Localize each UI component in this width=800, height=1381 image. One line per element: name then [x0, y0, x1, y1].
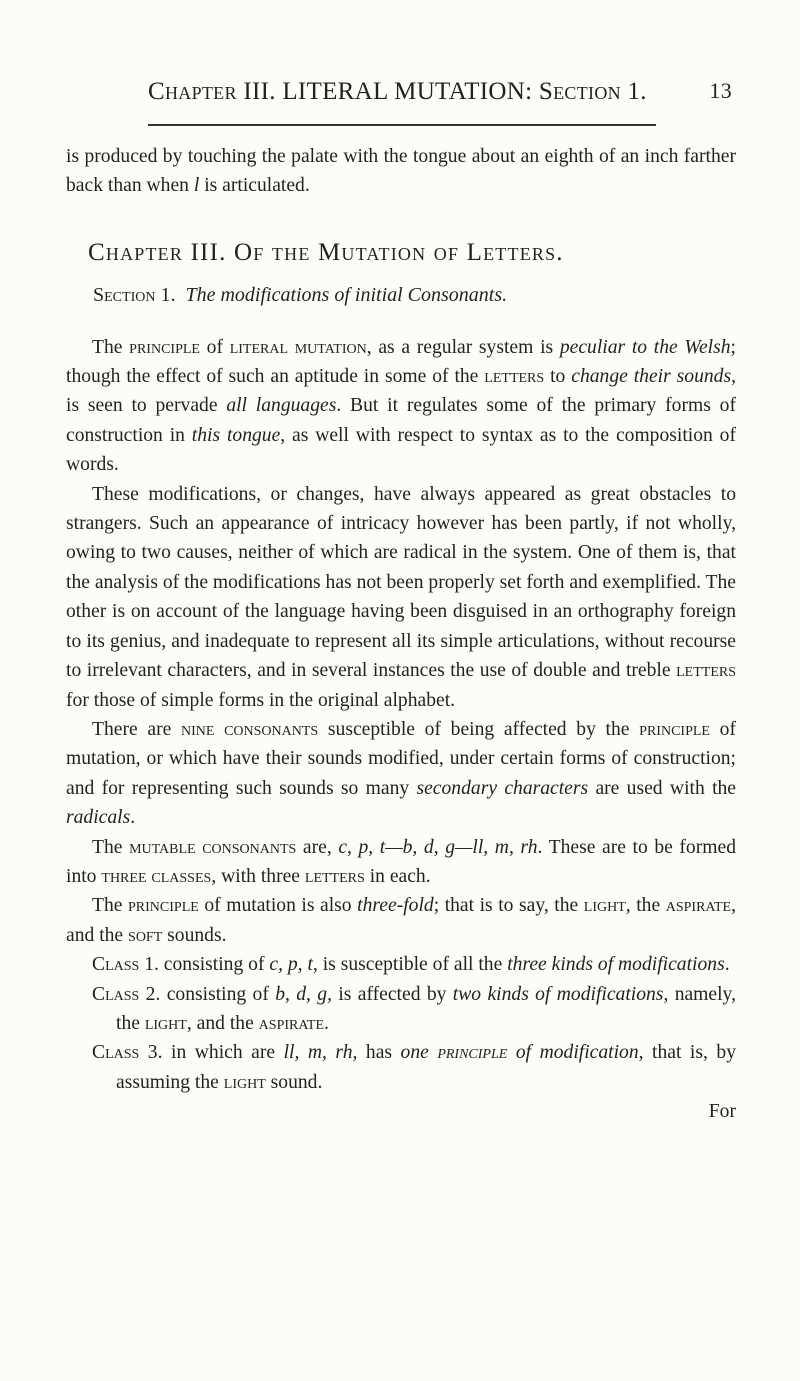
class-2-item: Class 2. consisting of b, d, g, is affected by two kinds of modifications, namely, the light, and the aspirate. [92, 983, 736, 1034]
paragraph-4: The mutable consonants are, c, p, t—b, d, g—ll, m, rh. These are to be formed into three classes, with three letters in each. [66, 836, 736, 887]
paragraph-1: The principle of literal mutation, as a regular system is peculiar to the Welsh; though the effect of such an aptitude in some of the letters to change their sounds, is seen to pervade all languages. But it regulates some of the primary forms of construction in this tongue, as well with respect to syntax as to the composition of words. [66, 336, 736, 476]
header-rule [148, 124, 656, 126]
section-heading [93, 281, 736, 310]
running-head-text: Chapter III. LITERAL MUTATION: Section 1. [148, 78, 647, 105]
class-3-item: Class 3. in which are ll, m, rh, has one principle of modification, that is, by assuming the light sound. [92, 1042, 736, 1093]
paragraph-3: There are nine consonants susceptible of being affected by the principle of mutation, or which have their sounds modified, under certain forms of construction; and for representing such sounds so many secondary characters are used with the radicals. [66, 718, 737, 829]
section-label: Section 1. [93, 284, 176, 307]
running-head [148, 78, 732, 106]
paragraph-5: The principle of mutation is also three-fold; that is to say, the light, the aspirate, and the soft sounds. [66, 895, 736, 946]
catchword: For [708, 1101, 736, 1123]
section-title: The modifications of initial Consonants. [185, 284, 508, 307]
body-text [66, 142, 736, 1127]
class-1-item: Class 1. consisting of c, p, t, is susceptible of all the three kinds of modifications. [92, 954, 730, 976]
page-number: 13 [709, 78, 732, 103]
paragraph-2: These modifications, or changes, have always appeared as great obstacles to strangers. Such an appearance of intricacy however has been partly, if not wholly, owing to two causes, neither of which are radical in the system. One of them is, that the analysis of the modifications has not been properly set forth and exemplified. The other is on account of the language having been disguised in an orthography foreign to its genius, and inadequate to represent all its simple articulations, without recourse to irrelevant characters, and in several instances the use of double and treble letters for those of simple forms in the original alphabet. [66, 483, 736, 711]
chapter-heading: Chapter III. Of the Mutation of Letters. [88, 238, 564, 266]
continuation-paragraph: is produced by touching the palate with the tongue about an eighth of an inch farther back than when l is articulated. [66, 146, 736, 197]
